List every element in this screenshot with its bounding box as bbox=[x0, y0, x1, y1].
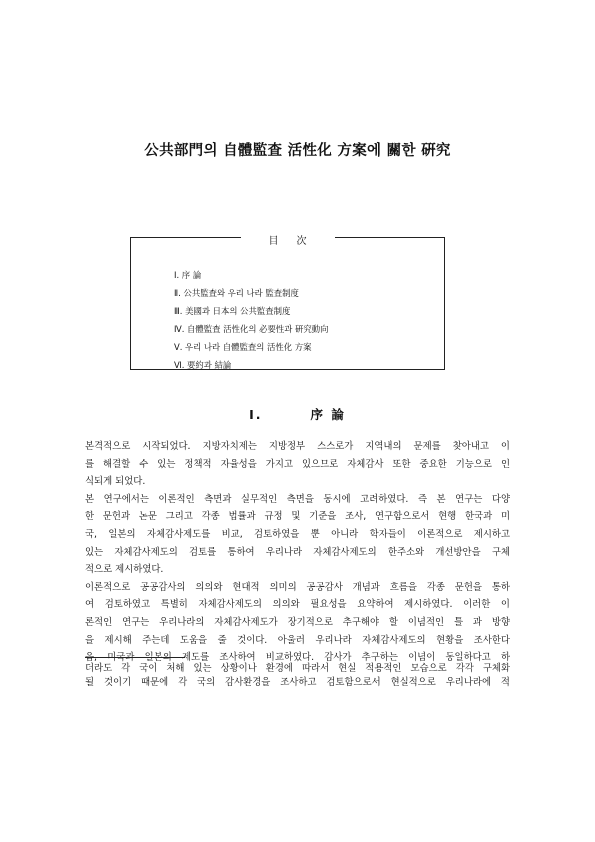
body-text bbox=[85, 438, 510, 667]
section-name: 序 論 bbox=[310, 407, 346, 422]
toc-item: Ⅲ. 美國과 日本의 公共監査制度 bbox=[174, 306, 291, 316]
body-line: 론적인 연구는 우리나라의 자체감사제도가 장기적으로 추구해야 할 이념적인 틀 과 방향 bbox=[85, 616, 510, 628]
body-line: 를 해결할 수 있는 정책적 자율성을 가지고 있으므로 자체감사 또한 중요한 기능으로 인 bbox=[85, 458, 510, 470]
body-line: 식되게 되었다. bbox=[85, 476, 146, 488]
toc-heading bbox=[131, 229, 444, 248]
body-line: 적으로 제시하였다. bbox=[85, 564, 164, 576]
body-line: 한 문헌과 논문 그리고 각종 법률과 규정 및 기준을 조사, 연구함으로서 현행 한국과 미 bbox=[85, 511, 510, 523]
table-of-contents bbox=[130, 237, 445, 370]
footnote-text bbox=[85, 662, 510, 690]
body-line: 여 검토하였고 특별히 자체감사제도의 의의와 필요성을 요약하여 제시하였다. 이러한 이 bbox=[85, 599, 510, 611]
body-line: 본격적으로 시작되었다. 지방자치제는 지방정부 스스로가 지역내의 문제를 찾아내고 이 bbox=[85, 441, 510, 452]
body-line: 국, 일본의 자체감사제도를 비교, 검토하였을 뿐 아니라 학자들이 이론적으로 제시하고 bbox=[85, 528, 510, 540]
footnote-divider bbox=[85, 657, 185, 658]
toc-item: Ⅳ. 自體監査 活性化의 必要性과 硏究動向 bbox=[174, 324, 329, 334]
footnote-line: 될 것이기 때문에 각 국의 감사환경을 조사하고 검토함으로서 현실적으로 우리나라에 적 bbox=[85, 677, 510, 688]
toc-item: Ⅵ. 要約과 結論 bbox=[174, 360, 232, 370]
footnote-line: 더라도 각 국이 처해 있는 상황이나 환경에 따라서 현실 적용적인 모습으로 각각 구체화 bbox=[85, 663, 510, 674]
body-line: 본 연구에서는 이론적인 측면과 실무적인 측면을 동시에 고려하였다. 즉 본 연구는 다양 bbox=[85, 493, 510, 505]
toc-list bbox=[174, 266, 328, 374]
body-line: 음, 미국과 일본의 제도를 조사하여 비교하였다. 감사가 추구하는 이념이 동일하다고 하 bbox=[85, 652, 510, 664]
section-number: Ⅰ. bbox=[249, 407, 263, 422]
toc-heading-label: 目次 bbox=[241, 236, 335, 247]
body-line: 을 제시해 주는데 도움을 줄 것이다. 아울러 우리나라 자체감사제도의 현황을 조사한다 bbox=[85, 634, 510, 646]
body-line: 이론적으로 공공감사의 의의와 현대적 의미의 공공감사 개념과 흐름을 각종 문헌을 통하 bbox=[85, 581, 510, 593]
body-line: 있는 자체감사제도의 검토를 통하여 우리나라 자체감사제도의 한주소와 개선방안을 구체 bbox=[85, 546, 510, 558]
toc-item: Ⅰ. 序 論 bbox=[174, 270, 202, 280]
toc-item: Ⅴ. 우리 나라 自體監査의 活性化 方案 bbox=[174, 342, 312, 352]
section-heading bbox=[0, 405, 595, 423]
toc-item: Ⅱ. 公共監査와 우리 나라 監査制度 bbox=[174, 288, 299, 298]
page-title: 公共部門의 自體監査 活性化 方案에 關한 硏究 bbox=[144, 143, 451, 159]
